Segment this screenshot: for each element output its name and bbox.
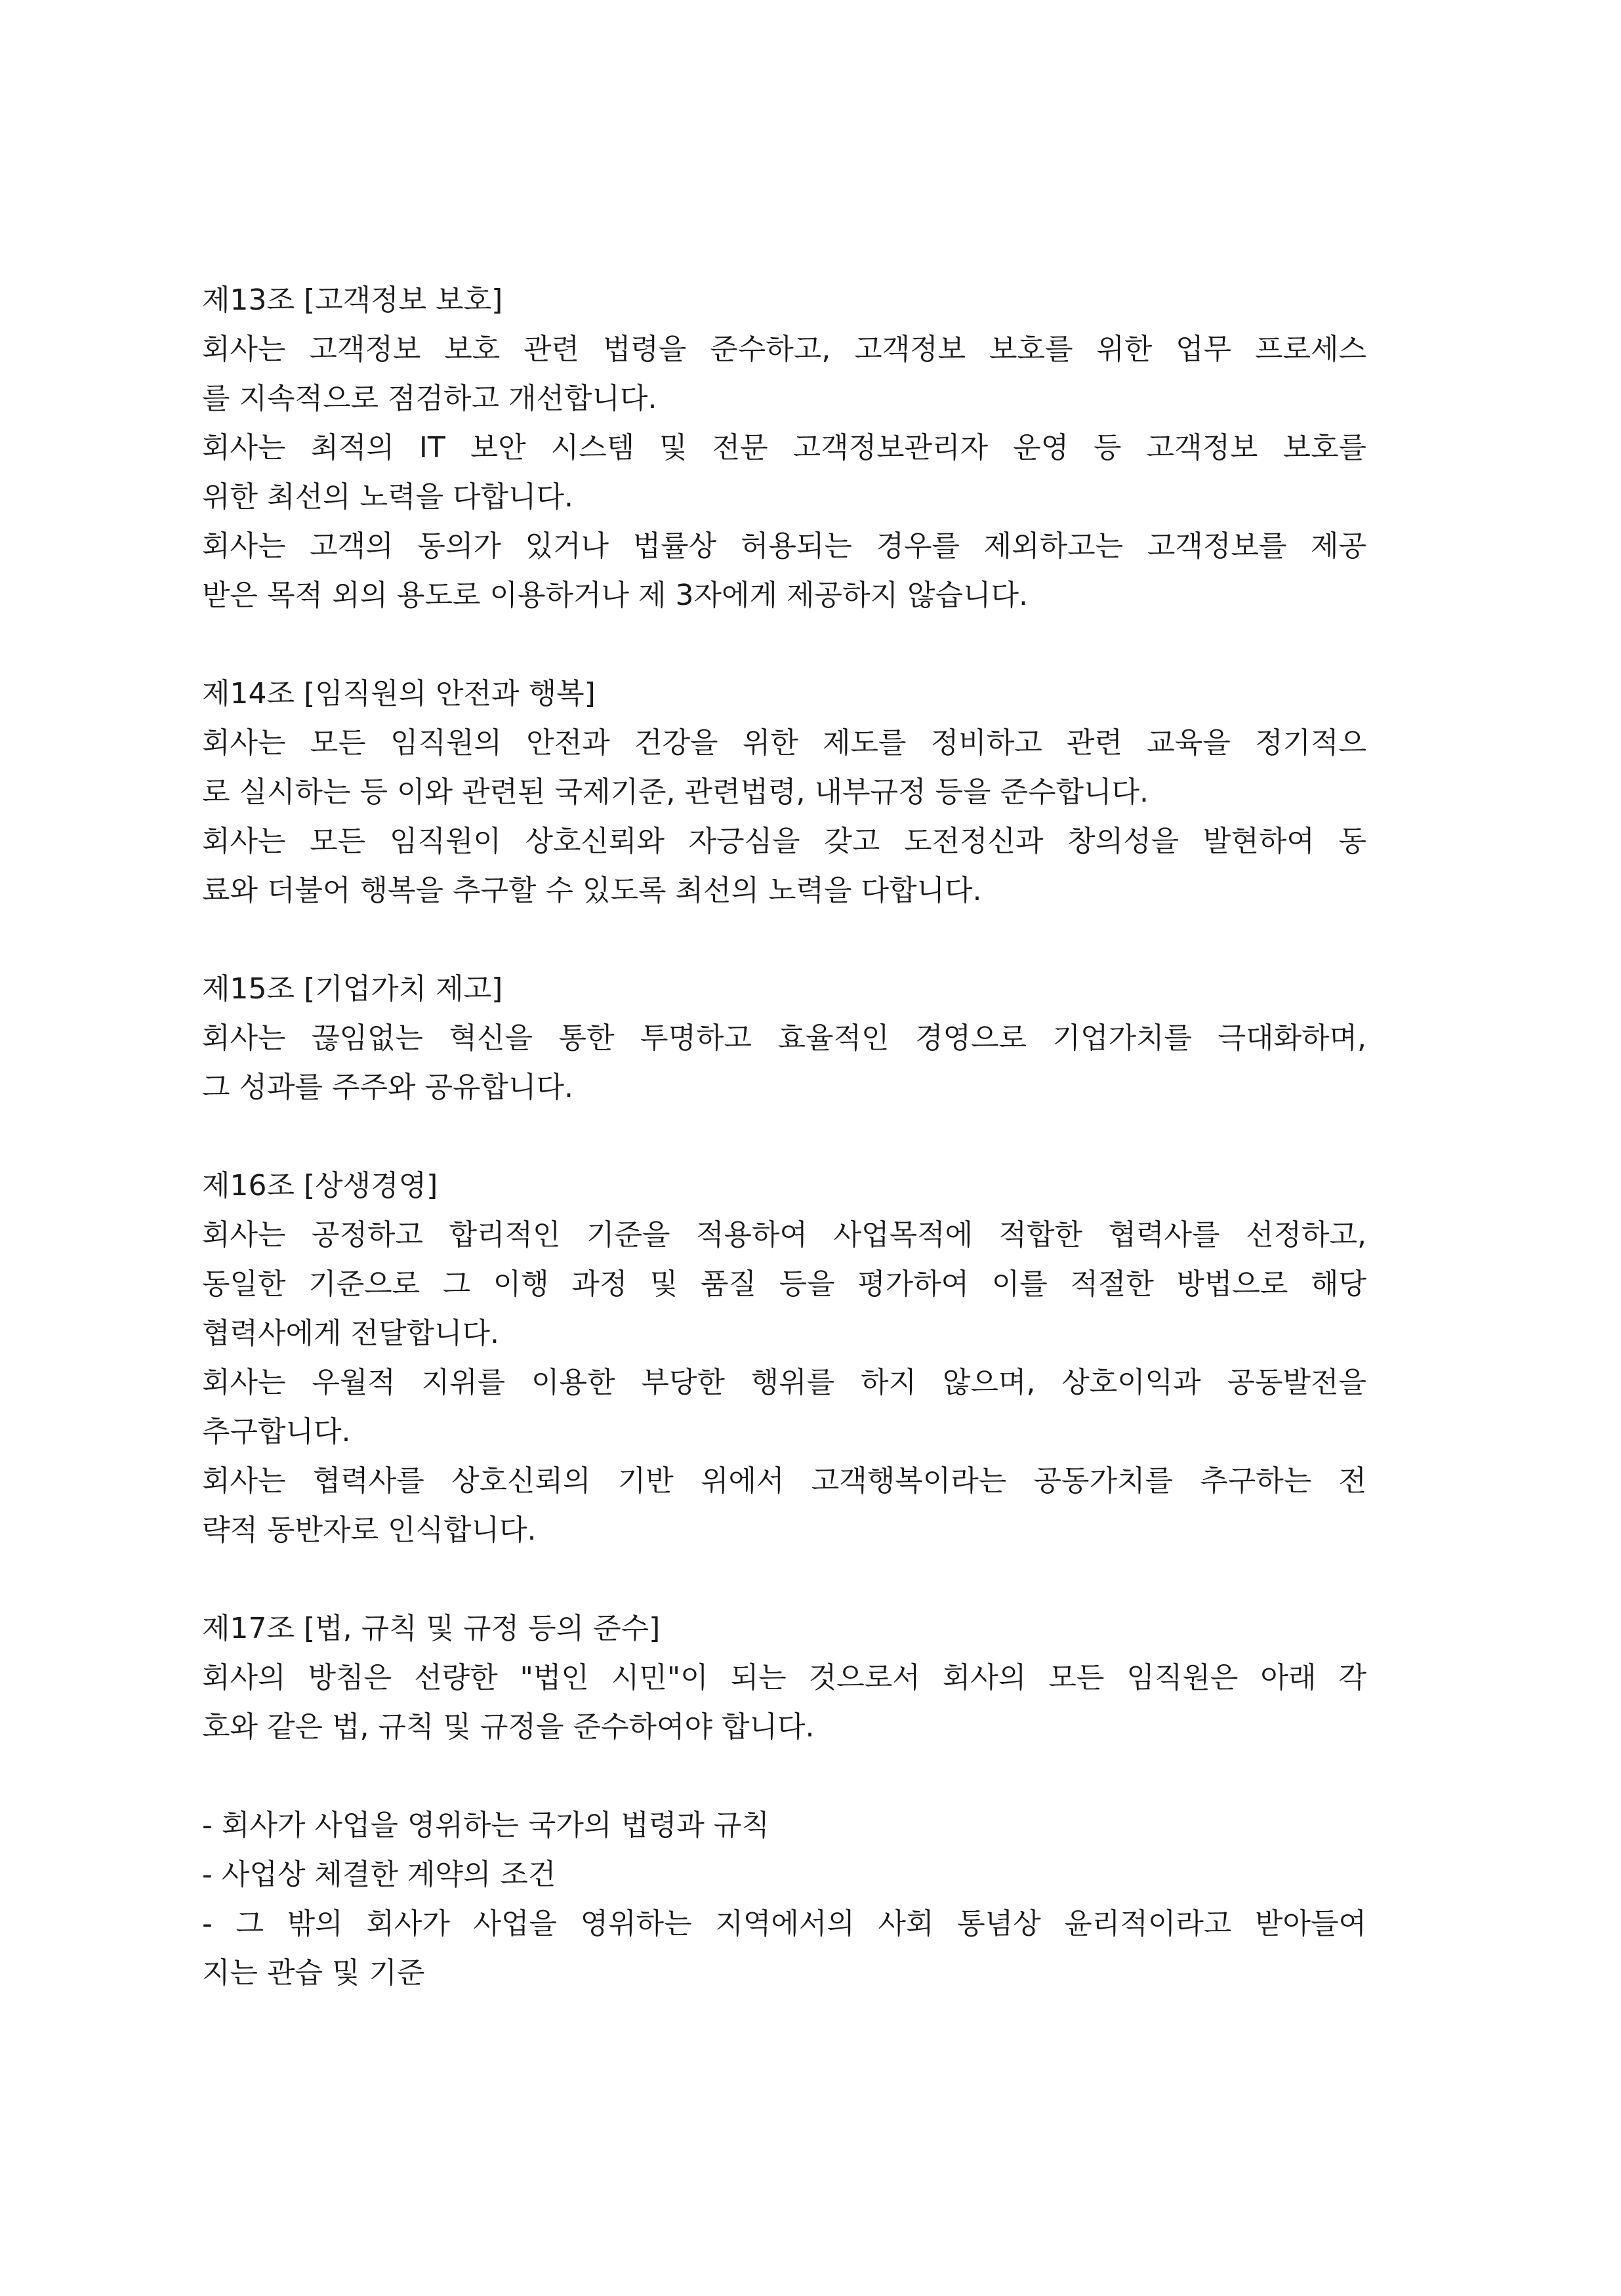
article-line: 위한 최선의 노력을 다합니다. (202, 480, 573, 514)
document-body (202, 276, 1366, 2047)
article-16 (202, 1161, 1366, 1555)
article-line: 협력사에게 전달합니다. (202, 1317, 500, 1350)
article-13 (202, 276, 1366, 620)
article-line: 회사의 방침은 선량한 "법인 시민"이 되는 것으로서 회사의 모든 임직원은 아래 각 (202, 1661, 1366, 1694)
article-line: 동일한 기준으로 그 이행 과정 및 품질 등을 평가하여 이를 적절한 방법으로 해당 (202, 1267, 1366, 1301)
article-line: 회사는 고객의 동의가 있거나 법률상 허용되는 경우를 제외하고는 고객정보를 제공 (202, 529, 1366, 563)
article-line: 받은 목적 외의 용도로 이용하거나 제 3자에게 제공하지 않습니다. (202, 579, 1028, 612)
article-line: 회사는 모든 임직원이 상호신뢰와 자긍심을 갖고 도전정신과 창의성을 발현하여 동 (202, 825, 1366, 858)
spacer (202, 1752, 1366, 1801)
article-line: 회사는 공정하고 합리적인 기준을 적용하여 사업목적에 적합한 협력사를 선정하고, (202, 1218, 1366, 1252)
list-item: - 사업상 체결한 계약의 조건 (202, 1858, 556, 1891)
article-line: 그 성과를 주주와 공유합니다. (202, 1071, 573, 1104)
list-item: 지는 관습 및 기준 (202, 1956, 425, 1990)
article-line: 회사는 최적의 IT 보안 시스템 및 전문 고객정보관리자 운영 등 고객정보 보호를 (202, 431, 1366, 464)
article-heading: 제17조 [법, 규칙 및 규정 등의 준수] (202, 1612, 661, 1645)
list-item: - 회사가 사업을 영위하는 국가의 법령과 규칙 (202, 1809, 769, 1842)
article-17 (202, 1604, 1366, 1998)
article-line: 회사는 우월적 지위를 이용한 부당한 행위를 하지 않으며, 상호이익과 공동발전을 (202, 1366, 1366, 1399)
article-line: 로 실시하는 등 이와 관련된 국제기준, 관련법령, 내부규정 등을 준수합니다. (202, 775, 1149, 809)
list-item: - 그 밖의 회사가 사업을 영위하는 지역에서의 사회 통념상 윤리적이라고 받아들여 (202, 1907, 1366, 1940)
article-15 (202, 964, 1366, 1112)
article-line: 료와 더불어 행복을 추구할 수 있도록 최선의 노력을 다합니다. (202, 874, 982, 907)
article-line: 를 지속적으로 점검하고 개선합니다. (202, 382, 657, 415)
article-heading: 제15조 [기업가치 제고] (202, 972, 503, 1006)
article-line: 략적 동반자로 인식합니다. (202, 1513, 537, 1547)
article-line: 회사는 끊임없는 혁신을 통한 투명하고 효율적인 경영으로 기업가치를 극대화하며, (202, 1021, 1366, 1055)
article-14 (202, 669, 1366, 915)
article-heading: 제13조 [고객정보 보호] (202, 283, 503, 317)
article-heading: 제14조 [임직원의 안전과 행복] (202, 677, 596, 710)
article-line: 회사는 모든 임직원의 안전과 건강을 위한 제도를 정비하고 관련 교육을 정기적으 (202, 726, 1366, 760)
article-line: 호와 같은 법, 규칙 및 규정을 준수하여야 합니다. (202, 1710, 815, 1744)
article-heading: 제16조 [상생경영] (202, 1169, 438, 1202)
article-line: 회사는 고객정보 보호 관련 법령을 준수하고, 고객정보 보호를 위한 업무 프로세스 (202, 333, 1366, 366)
article-line: 추구합니다. (202, 1415, 351, 1448)
article-line: 회사는 협력사를 상호신뢰의 기반 위에서 고객행복이라는 공동가치를 추구하는 전 (202, 1464, 1366, 1498)
